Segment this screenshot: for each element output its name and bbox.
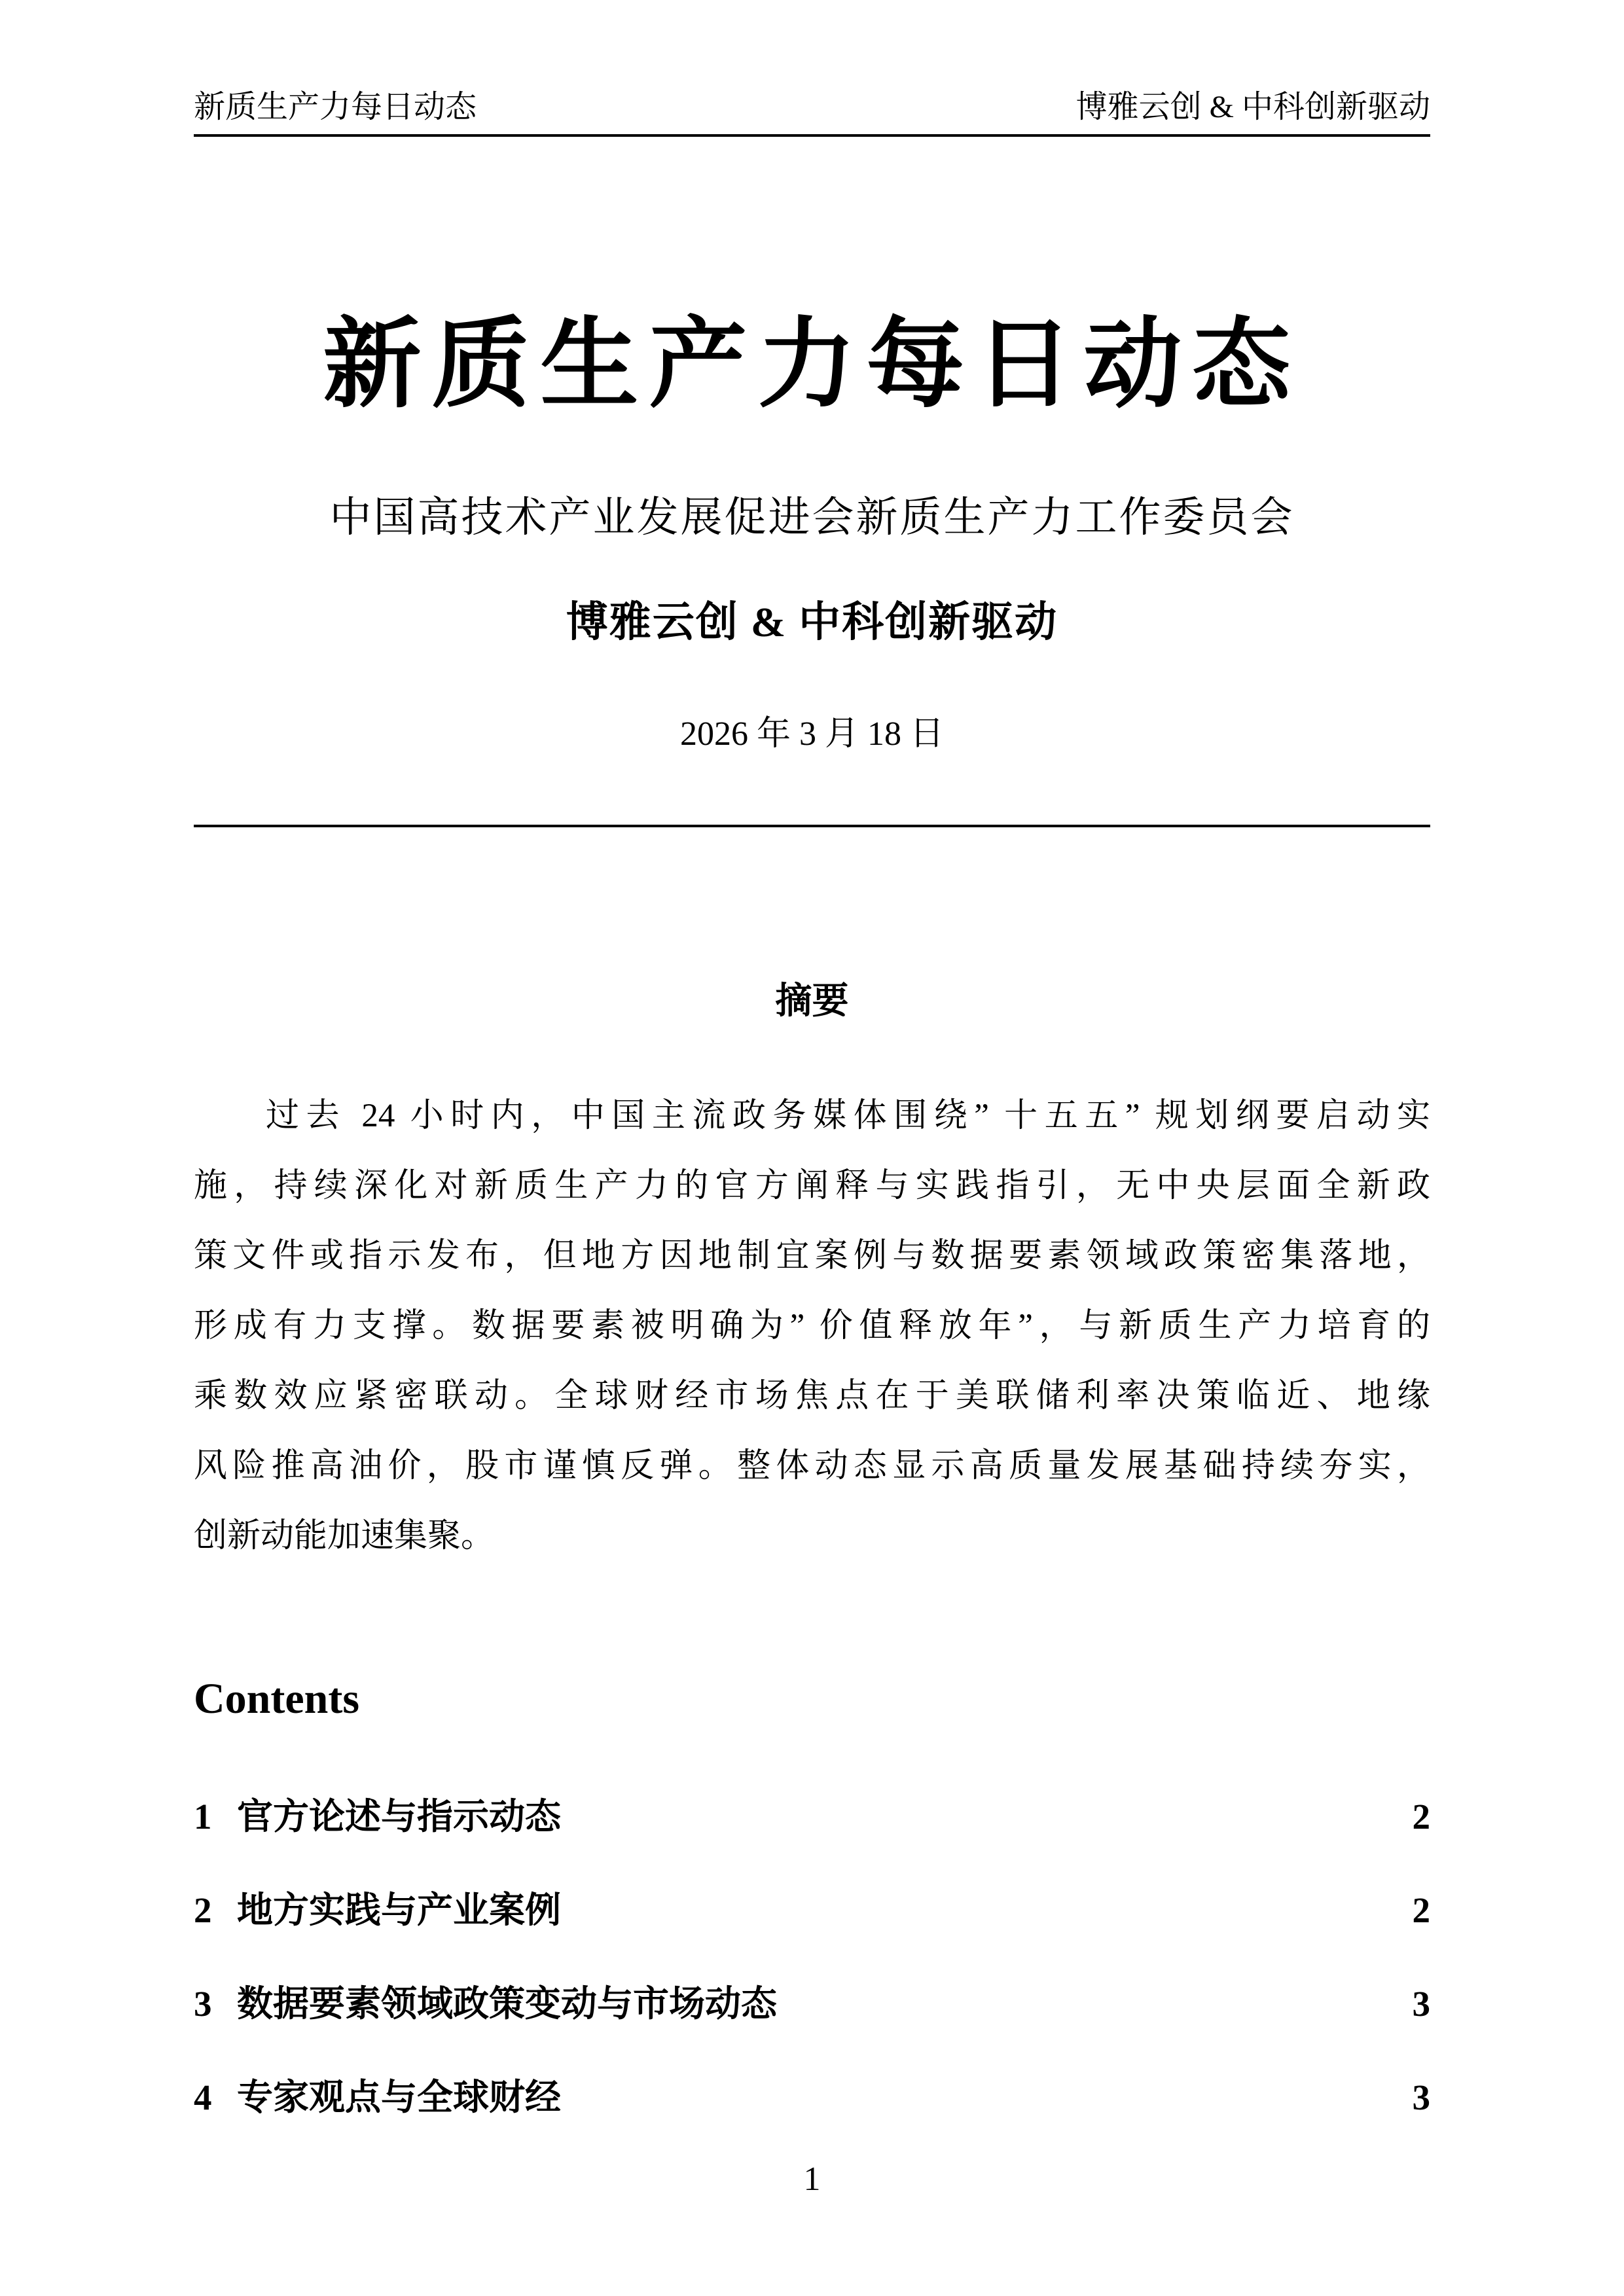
toc-entry-number: 3	[194, 1984, 212, 2024]
toc-entry-number: 1	[194, 1797, 212, 1837]
toc-entry-2[interactable]	[194, 1890, 1430, 1931]
toc-entry-title: 官方论述与指示动态	[237, 1797, 562, 1837]
header-left-title: 新质生产力每日动态	[194, 90, 477, 124]
abstract-body	[194, 1081, 1430, 1571]
toc-entry-page: 2	[1412, 1797, 1430, 1837]
abstract-line: 乘数效应紧密联动。全球财经市场焦点在于美联储利率决策临近、地缘	[194, 1378, 1430, 1414]
document-title: 新质生产力每日动态	[323, 311, 1301, 420]
toc-entry-4[interactable]	[194, 2077, 1430, 2119]
header-right-org: 博雅云创 & 中科创新驱动	[1075, 90, 1430, 124]
contents-heading: Contents	[194, 1675, 360, 1723]
abstract-line: 施，持续深化对新质生产力的官方阐释与实践指引，无中央层面全新政	[194, 1168, 1430, 1204]
abstract-line: 形成有力支撑。数据要素被明确为” 价值释放年”，与新质生产力培育的	[194, 1308, 1430, 1344]
toc-entry-page: 2	[1412, 1890, 1430, 1930]
horizontal-rule	[194, 825, 1430, 827]
abstract-line: 风险推高油价，股市谨慎反弹。整体动态显示高质量发展基础持续夯实，	[194, 1448, 1430, 1484]
table-of-contents	[194, 1796, 1430, 2170]
abstract-line: 创新动能加速集聚。	[194, 1518, 495, 1554]
toc-entry-page: 3	[1412, 1984, 1430, 2024]
document-date: 2026 年 3 月 18 日	[679, 715, 944, 753]
toc-entry-page: 3	[1412, 2077, 1430, 2117]
page-number: 1	[803, 2161, 821, 2198]
running-header	[194, 88, 1430, 137]
document-authors: 博雅云创 & 中科创新驱动	[566, 599, 1058, 645]
abstract-line: 过去 24 小时内，中国主流政务媒体围绕” 十五五” 规划纲要启动实	[266, 1098, 1430, 1134]
toc-entry-number: 4	[194, 2077, 212, 2117]
abstract-line: 策文件或指示发布，但地方因地制宜案例与数据要素领域政策密集落地，	[194, 1238, 1430, 1274]
toc-entry-3[interactable]	[194, 1983, 1430, 2025]
toc-entry-title: 数据要素领域政策变动与市场动态	[237, 1984, 778, 2024]
toc-entry-1[interactable]	[194, 1796, 1430, 1838]
abstract-heading: 摘要	[775, 981, 849, 1022]
toc-entry-title: 地方实践与产业案例	[237, 1890, 562, 1930]
document-subtitle: 中国高技术产业发展促进会新质生产力工作委员会	[329, 494, 1295, 541]
toc-entry-title: 专家观点与全球财经	[237, 2077, 562, 2117]
toc-entry-number: 2	[194, 1890, 212, 1930]
